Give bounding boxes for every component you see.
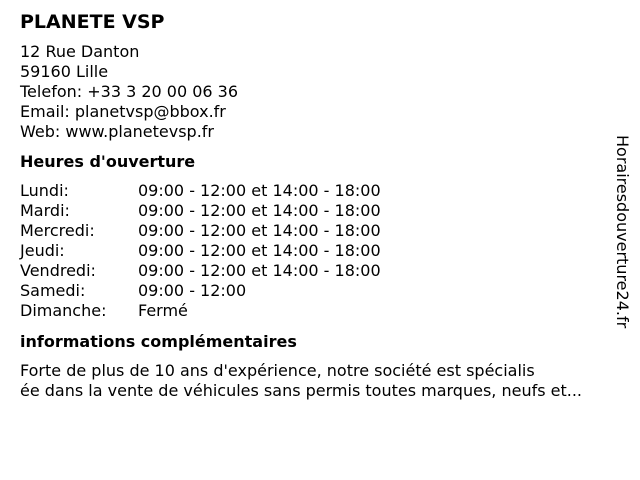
business-description [20,361,640,401]
day-label: Samedi: [20,281,86,300]
phone-number[interactable]: Telefon: +33 3 20 00 06 36 [20,82,239,101]
day-label: Mercredi: [20,221,95,240]
day-label: Jeudi: [20,241,65,260]
day-hours: 09:00 - 12:00 et 14:00 - 18:00 [138,261,381,280]
hours-row-monday [20,181,381,201]
hours-row-sunday [20,301,381,321]
hours-row-saturday [20,281,381,301]
business-name: PLANETE VSP [20,11,165,33]
additional-info-heading: informations complémentaires [20,332,297,351]
address-city: 59160 Lille [20,62,109,81]
day-hours: Fermé [138,301,188,320]
day-hours: 09:00 - 12:00 et 14:00 - 18:00 [138,241,381,260]
description-line-1: Forte de plus de 10 ans d'expérience, notre société est spécialis [20,361,535,380]
day-hours: 09:00 - 12:00 [138,281,247,300]
website-link[interactable]: Web: www.planetevsp.fr [20,122,214,141]
hours-row-wednesday [20,221,381,241]
day-hours: 09:00 - 12:00 et 14:00 - 18:00 [138,201,381,220]
description-line-2: ée dans la vente de véhicules sans permis toutes marques, neufs et... [20,381,583,400]
hours-row-thursday [20,241,381,261]
hours-row-friday [20,261,381,281]
business-card [20,10,620,401]
email-address[interactable]: Email: planetvsp@bbox.fr [20,102,226,121]
day-hours: 09:00 - 12:00 et 14:00 - 18:00 [138,181,381,200]
day-label: Dimanche: [20,301,107,320]
day-label: Mardi: [20,201,70,220]
opening-hours-table [20,181,381,321]
day-label: Vendredi: [20,261,96,280]
address-street: 12 Rue Danton [20,42,140,61]
opening-hours-heading: Heures d'ouverture [20,152,196,171]
site-watermark: Horairesdouverture24.fr [613,135,632,329]
hours-row-tuesday [20,201,381,221]
day-label: Lundi: [20,181,69,200]
day-hours: 09:00 - 12:00 et 14:00 - 18:00 [138,221,381,240]
